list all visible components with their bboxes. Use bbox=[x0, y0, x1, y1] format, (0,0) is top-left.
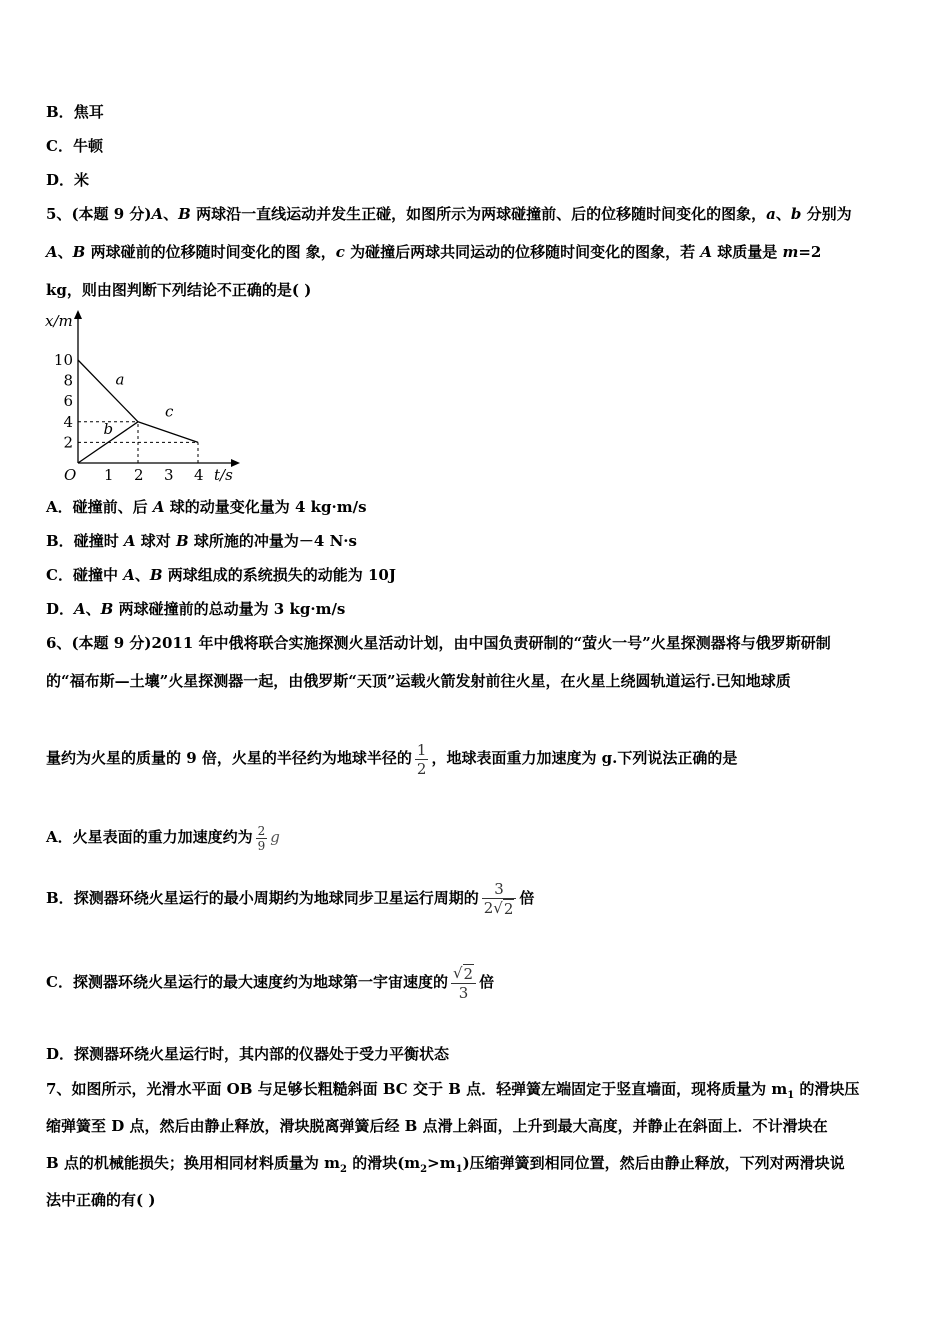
fraction-root-two-over-three: √ 2 3 bbox=[451, 964, 476, 1002]
y-tick-label: 6 bbox=[63, 392, 73, 411]
q5-option-b: B．碰撞时 A 球对 B 球所施的冲量为－4 N·s bbox=[46, 532, 357, 550]
series-b-label: b bbox=[103, 420, 114, 439]
q7-stem-line2: 缩弹簧至 D 点，然后由静止释放，滑块脱离弹簧后经 B 点滑上斜面，上升到最大高度，并静止在斜面上．不计滑块在 bbox=[46, 1117, 828, 1135]
position-time-graph bbox=[40, 308, 250, 488]
x-axis-label: t/s bbox=[214, 466, 233, 484]
series-a-label: a bbox=[115, 370, 125, 389]
q4-option-b: B．焦耳 bbox=[46, 103, 104, 121]
x-tick-label: 4 bbox=[194, 466, 204, 484]
fraction-two-ninths: $\frac{2}{9}$ bbox=[257, 823, 266, 853]
q5-option-c: C．碰撞中 A、B 两球组成的系统损失的动能为 10J bbox=[46, 566, 396, 584]
tick-labels bbox=[54, 351, 204, 484]
y-tick-label: 4 bbox=[63, 412, 73, 431]
x-tick-label: 1 bbox=[104, 466, 114, 484]
q6-stem-line3: 量约为火星的质量的 9 倍，火星的半径约为地球半径的 $\frac{1}{2}$ ，地球表面重力加速度为 g.下列说法正确的是 bbox=[46, 740, 738, 778]
q5-option-d: D．A、B 两球碰撞前的总动量为 3 kg·m/s bbox=[46, 600, 346, 618]
series-lines bbox=[78, 360, 198, 463]
q7-stem-line3: B 点的机械能损失；换用相同材料质量为 $m_2$ 的滑块$(m_2>m_1)$压缩弹簧到相同位置，然后由静止释放，下列对两滑块说 bbox=[46, 1154, 845, 1175]
q6-option-a: A．火星表面的重力加速度约为 $\frac{2}{9}$ g bbox=[46, 823, 280, 853]
series-c-label: c bbox=[165, 402, 174, 421]
series-a-line bbox=[78, 360, 138, 422]
q6-option-d: D．探测器环绕火星运行时，其内部的仪器处于受力平衡状态 bbox=[46, 1045, 450, 1063]
y-tick-label: 8 bbox=[63, 371, 73, 390]
y-tick-label: 10 bbox=[53, 351, 73, 369]
origin-label: O bbox=[64, 466, 77, 484]
sqrt-symbol: √ 2 bbox=[493, 899, 514, 918]
q7-stem-line1: 7、如图所示，光滑水平面 OB 与足够长粗糙斜面 BC 交于 B 点．轻弹簧左端固定于竖直墙面，现将质量为 $m_1$ 的滑块压 bbox=[46, 1080, 860, 1101]
q6-option-b: B．探测器环绕火星运行的最小周期约为地球同步卫星运行周期的 3 2 √ 2 倍 bbox=[46, 880, 535, 918]
fraction-three-over-two-root-two: 3 2 √ 2 bbox=[482, 880, 517, 918]
x-tick-label: 2 bbox=[134, 466, 144, 484]
q5-stem-line1: 5、(本题 9 分)A、B 两球沿一直线运动并发生正碰，如图所示为两球碰撞前、后的位移随时间变化的图象，a、b 分别为 bbox=[46, 205, 852, 223]
q5-option-a: A．碰撞前、后 A 球的动量变化量为 4 kg·m/s bbox=[46, 498, 367, 516]
y-axis-label: x/m bbox=[45, 312, 73, 330]
guide-lines bbox=[78, 422, 198, 463]
y-axis-arrow bbox=[74, 310, 82, 319]
q6-stem-line1: 6、(本题 9 分)2011 年中俄将联合实施探测火星活动计划，由中国负责研制的“萤火一号”火星探测器将与俄罗斯研制 bbox=[46, 634, 831, 652]
q6-option-c: C．探测器环绕火星运行的最大速度约为地球第一宇宙速度的 √ 2 3 倍 bbox=[46, 964, 495, 1002]
q7-stem-line4: 法中正确的有( ) bbox=[46, 1191, 156, 1209]
series-c-line bbox=[138, 422, 198, 443]
y-tick-label: 2 bbox=[63, 433, 73, 452]
q4-option-c: C．牛顿 bbox=[46, 137, 103, 155]
q5-stem-line2: A、B 两球碰前的位移随时间变化的图 象，c 为碰撞后两球共同运动的位移随时间变化的图象，若 A 球质量是 m=2 bbox=[46, 243, 822, 261]
x-tick-label: 3 bbox=[164, 466, 174, 484]
sqrt-symbol: √ 2 bbox=[452, 964, 474, 983]
q4-option-d: D．米 bbox=[46, 171, 90, 189]
q5-stem-line3: kg，则由图判断下列结论不正确的是( ) bbox=[46, 281, 312, 299]
q6-stem-line2: 的“福布斯—土壤”火星探测器一起，由俄罗斯“天顶”运载火箭发射前往火星，在火星上绕圆轨道运行.已知地球质 bbox=[46, 672, 791, 690]
fraction-one-half: $\frac{1}{2}$ bbox=[416, 740, 427, 778]
